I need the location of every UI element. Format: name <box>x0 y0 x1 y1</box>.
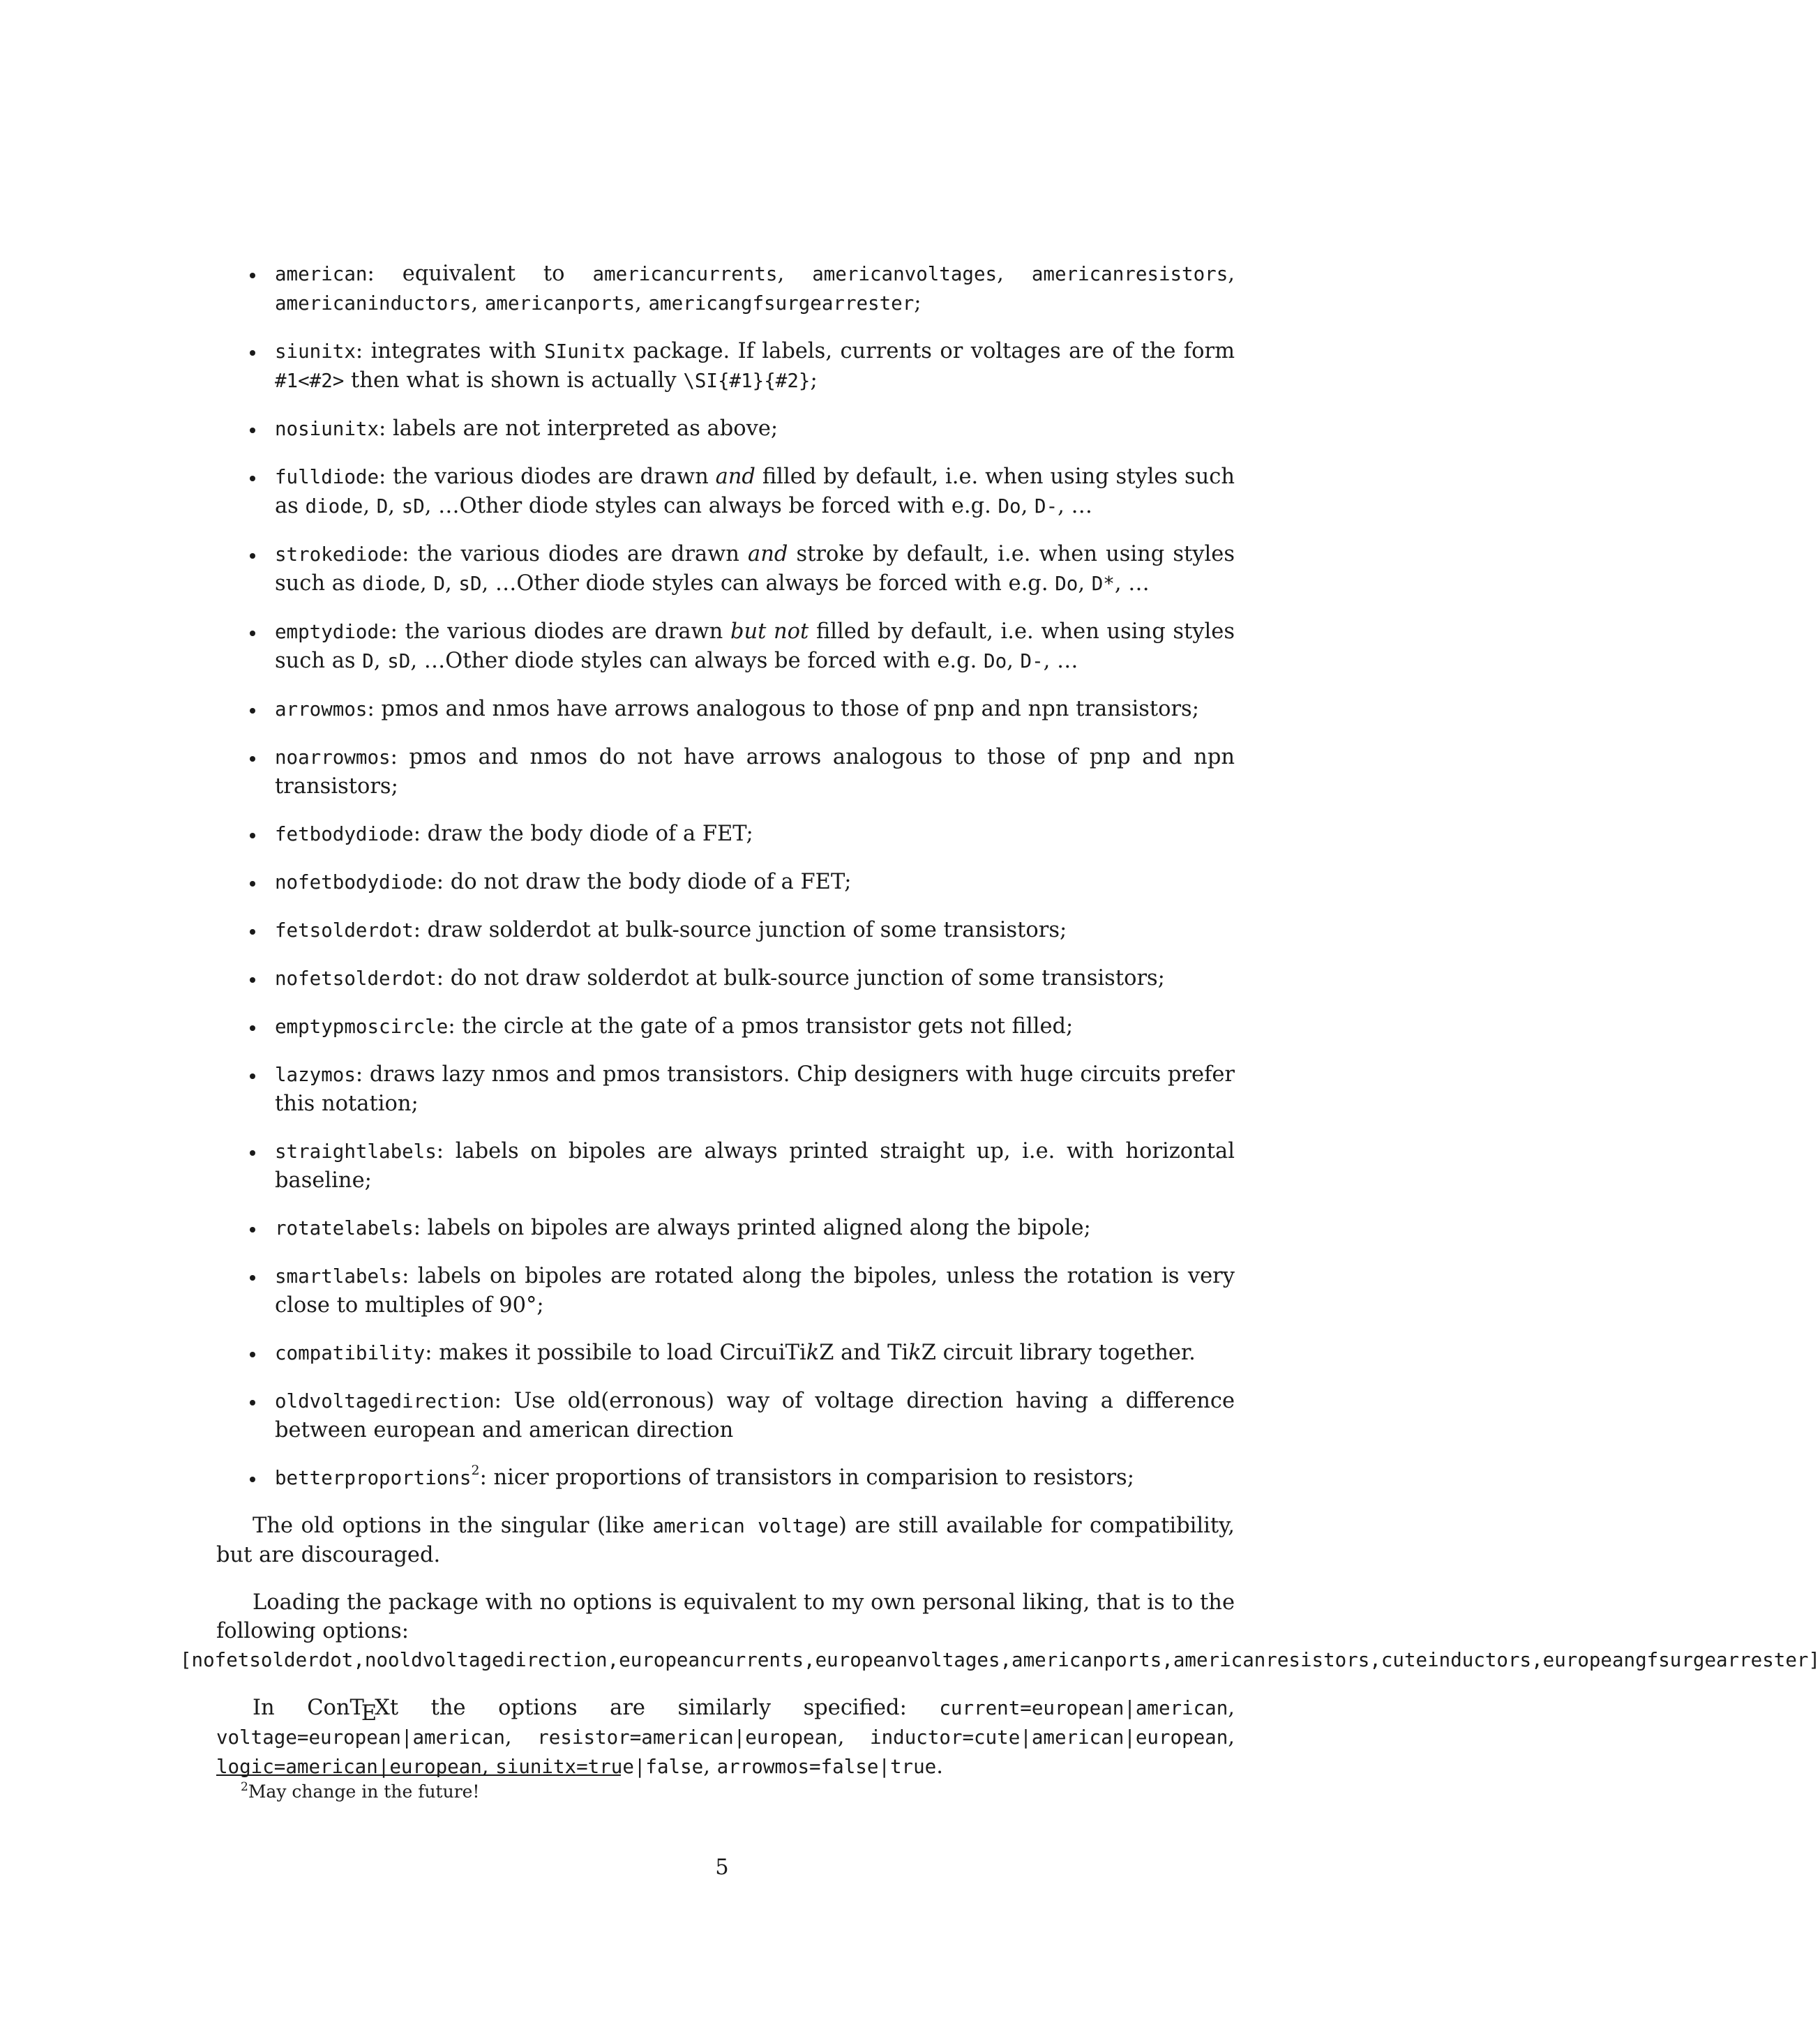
paragraph-context-options: In ConTEXt the options are similarly specified: current=european|american, voltage=european|american, resistor=american|european, inductor=cute|american|european, logic=american|european, siunitx=true|false, arrowmos=false|true. <box>216 1696 1235 1779</box>
options-list <box>216 259 1235 1493</box>
list-item: american: equivalent to americancurrents, americanvoltages, americanresistors, americaninductors, americanports, americangfsurgearrester; <box>216 259 1235 318</box>
list-item: arrowmos: pmos and nmos have arrows analogous to those of pnp and npn transistors; <box>216 695 1235 724</box>
footnote-number: 2 <box>241 1780 248 1794</box>
list-item: straightlabels: labels on bipoles are always printed straight up, i.e. with horizontal baseline; <box>216 1137 1235 1195</box>
list-item: betterproportions$^2$: nicer proportions of transistors in comparision to resistors; <box>216 1463 1235 1493</box>
footnote-text: May change in the future! <box>248 1781 480 1802</box>
list-item: strokediode: the various diodes are drawn and stroke by default, i.e. when using styles such as diode, D, sD, …Other diode styles can always be forced with e.g. Do, D*, … <box>216 540 1235 598</box>
tex-logo: TEX <box>349 1696 390 1726</box>
paragraph-singular-options: The old options in the singular (like american voltage) are still available for compatibility, but are discouraged. <box>216 1514 1235 1567</box>
footnote <box>241 1781 479 1803</box>
option-name: nosiunitx <box>275 418 379 440</box>
page-number: 5 <box>715 1855 729 1880</box>
option-name: fetsolderdot <box>275 919 414 942</box>
option-name: american <box>275 263 368 285</box>
option-name: lazymos <box>275 1064 356 1086</box>
option-name: noarrowmos <box>275 746 391 769</box>
list-item: noarrowmos: pmos and nmos do not have arrows analogous to those of pnp and npn transistors; <box>216 743 1235 801</box>
option-name: fulldiode <box>275 466 379 488</box>
option-name: smartlabels <box>275 1265 403 1288</box>
list-item: nofetbodydiode: do not draw the body diode of a FET; <box>216 868 1235 897</box>
list-item: siunitx: integrates with SIunitx package. If labels, currents or voltages are of the form #1<#2> then what is shown is actually \SI{#1}{#2}; <box>216 337 1235 395</box>
list-item: lazymos: draws lazy nmos and pmos transistors. Chip designers with huge circuits prefer this notation; <box>216 1060 1235 1118</box>
list-item: emptydiode: the various diodes are drawn but not filled by default, i.e. when using styles such as D, sD, …Other diode styles can always be forced with e.g. Do, D-, … <box>216 617 1235 676</box>
list-item: emptypmoscircle: the circle at the gate of a pmos transistor gets not filled; <box>216 1012 1235 1041</box>
paragraph-default-options: Loading the package with no options is equivalent to my own personal liking, that is to the following options: [nofetsolderdot,nooldvoltagedirection,europeancurrents,europeanvoltages,americanports,americanresistors,cuteinductors,europeangfsurgearrester] <box>180 1590 1820 1671</box>
list-item: fetbodydiode: draw the body diode of a FET; <box>216 820 1235 849</box>
footnote-rule <box>216 1774 621 1776</box>
list-item: oldvoltagedirection: Use old(erronous) way of voltage direction having a difference between european and american direction <box>216 1387 1235 1445</box>
option-name: nofetsolderdot <box>275 967 437 990</box>
option-name: betterproportions <box>275 1467 472 1489</box>
option-name: fetbodydiode <box>275 823 414 845</box>
option-name: compatibility <box>275 1342 426 1364</box>
option-name: straightlabels <box>275 1140 437 1163</box>
option-name: strokediode <box>275 543 403 566</box>
default-options-code: [nofetsolderdot,nooldvoltagedirection,europeancurrents,europeanvoltages,americanports,americanresistors,cuteinductors,europeangfsurgearrester] <box>180 1649 1820 1671</box>
option-name: emptydiode <box>275 621 391 643</box>
option-name: rotatelabels <box>275 1217 414 1239</box>
main-content <box>180 259 1820 1800</box>
list-item: rotatelabels: labels on bipoles are always printed aligned along the bipole; <box>216 1214 1235 1243</box>
list-item: smartlabels: labels on bipoles are rotated along the bipoles, unless the rotation is very close to multiples of 90°; <box>216 1262 1235 1320</box>
option-name: arrowmos <box>275 698 368 721</box>
list-item: fulldiode: the various diodes are drawn and filled by default, i.e. when using styles such as diode, D, sD, …Other diode styles can always be forced with e.g. Do, D-, … <box>216 462 1235 521</box>
option-name: siunitx <box>275 340 356 363</box>
list-item: fetsolderdot: draw solderdot at bulk-source junction of some transistors; <box>216 916 1235 945</box>
option-name: nofetbodydiode <box>275 871 437 894</box>
list-item: nosiunitx: labels are not interpreted as above; <box>216 414 1235 444</box>
footnote-mark: 2 <box>471 1463 480 1478</box>
option-name: emptypmoscircle <box>275 1016 449 1038</box>
option-name: oldvoltagedirection <box>275 1390 495 1412</box>
list-item: nofetsolderdot: do not draw solderdot at bulk-source junction of some transistors; <box>216 964 1235 993</box>
list-item: compatibility: makes it possibile to load CircuiTikZ and TikZ circuit library together. <box>216 1339 1235 1368</box>
